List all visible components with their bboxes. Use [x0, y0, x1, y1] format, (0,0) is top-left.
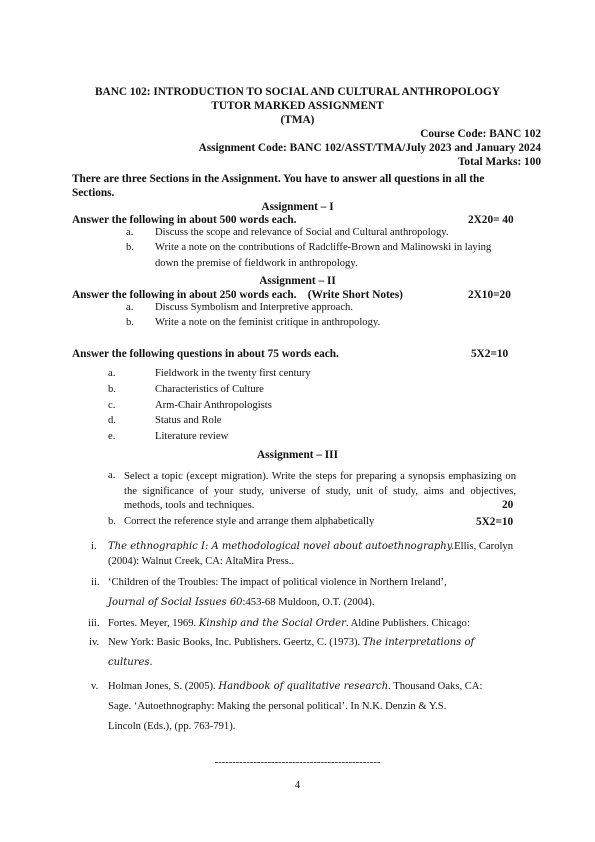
reference-title: Kinship and the Social Order — [198, 618, 346, 629]
synopsis-question: Select a topic (except migration). Write the steps for preparing a synopsis emphasizing on the significance of your study, universe of study, unit of study, aims and objectives, methods, tools and techniques. — [124, 471, 516, 511]
reference-publisher: . Thousand Oaks, CA: — [388, 681, 483, 692]
reference-author: Ellis, Carolyn — [454, 541, 514, 552]
intro-line-1: There are three Sections in the Assignment. You have to answer all questions in all the — [72, 173, 485, 185]
assignment-2-heading: Assignment – II — [259, 275, 336, 287]
list-marker: b. — [108, 384, 116, 395]
assignment-1-instruction: Answer the following in about 500 words each. — [72, 214, 297, 226]
synopsis-marks: 20 — [502, 499, 514, 511]
assignment-3-heading: Assignment – III — [257, 449, 338, 461]
reference-publisher: New York: Basic Books, Inc. Publishers. Geertz, C. (1973). — [108, 637, 363, 648]
short-notes-marks: 5X2=10 — [471, 348, 509, 360]
reference-continuation: Lincoln (Eds.), (pp. 763-791). — [108, 721, 236, 732]
assignment-1-marks: 2X20= 40 — [468, 214, 514, 226]
assignment-code: Assignment Code: BANC 102/ASST/TMA/July 2023 and January 2024 — [198, 142, 541, 154]
list-item: Status and Role — [155, 415, 222, 426]
reference-continuation: Sage. ‘Autoethnography: Making the personal political’. In N.K. Denzin & Y.S. — [108, 701, 447, 712]
reference-title: Handbook of qualitative research — [218, 681, 389, 692]
reference-ii-line-2 — [108, 597, 374, 608]
reference-title: The interpretations of — [362, 637, 475, 648]
reference-i — [108, 541, 513, 552]
list-item: Write a note on the contributions of Radcliffe-Brown and Malinowski in laying — [155, 242, 492, 253]
list-marker: c. — [108, 400, 116, 411]
reference-marker: v. — [91, 681, 99, 692]
reference-author: Holman Jones, S. (2005). — [108, 681, 219, 692]
reference-iii — [108, 618, 470, 629]
list-item-continuation: down the premise of fieldwork in anthropology. — [155, 258, 358, 269]
intro-line-2: Sections. — [72, 187, 115, 199]
title-line-2: TUTOR MARKED ASSIGNMENT — [211, 100, 384, 112]
list-item: Discuss Symbolism and Interpretive approach. — [155, 302, 354, 313]
list-marker: a. — [126, 302, 134, 313]
reference-publisher: . Aldine Publishers. Chicago: — [345, 618, 470, 629]
title-line-3: (TMA) — [280, 114, 315, 126]
reference-marker: iii. — [88, 618, 100, 629]
list-marker: b. — [126, 317, 134, 328]
reference-author: Fortes. Meyer, 1969. — [108, 618, 199, 629]
list-item: Characteristics of Culture — [155, 384, 264, 395]
list-marker: e. — [108, 431, 116, 442]
list-item: Literature review — [155, 431, 229, 442]
course-code: Course Code: BANC 102 — [420, 128, 541, 140]
list-item: Write a note on the feminist critique in anthropology. — [155, 317, 381, 328]
list-marker: b. — [126, 242, 134, 253]
list-marker: a. — [108, 470, 116, 481]
list-marker: d. — [108, 415, 116, 426]
reference-title-continuation: cultures. — [108, 657, 153, 668]
list-marker: a. — [126, 227, 134, 238]
reference-question: Correct the reference style and arrange them alphabetically — [124, 516, 375, 527]
title-line-1: BANC 102: INTRODUCTION TO SOCIAL AND CULTURAL ANTHROPOLOGY — [95, 86, 500, 98]
list-marker: b. — [108, 516, 116, 527]
assignment-2-instruction: Answer the following in about 250 words each. (Write Short Notes) — [72, 289, 403, 301]
list-item: Fieldwork in the twenty first century — [155, 368, 311, 379]
reference-journal: Journal of Social Issues 60 — [108, 597, 243, 608]
short-notes-instruction: Answer the following questions in about 75 words each. — [72, 348, 339, 360]
reference-title-quoted: ‘Children of the Troubles: The impact of political violence in Northern Ireland’, — [108, 577, 447, 588]
reference-author: :453-68 Muldoon, O.T. (2004). — [242, 597, 375, 608]
reference-v — [108, 681, 482, 692]
reference-continuation: (2004): Walnut Creek, CA: AltaMira Press.. — [108, 556, 295, 567]
reference-marks: 5X2=10 — [476, 516, 514, 528]
reference-marker: i. — [91, 541, 97, 552]
list-item: Discuss the scope and relevance of Social and Cultural anthropology. — [155, 227, 449, 238]
reference-marker: iv. — [89, 637, 100, 648]
assignment-2-marks: 2X10=20 — [468, 289, 511, 301]
page-number: 4 — [294, 780, 301, 791]
list-marker: a. — [108, 368, 116, 379]
list-item: Arm-Chair Anthropologists — [155, 400, 272, 411]
total-marks: Total Marks: 100 — [457, 156, 541, 168]
assignment-1-heading: Assignment – I — [261, 201, 334, 213]
reference-marker: ii. — [91, 577, 100, 588]
reference-iv — [108, 637, 474, 648]
reference-title: The ethnographic I: A methodological novel about autoethnography. — [108, 541, 455, 552]
footer-rule: ----------------------------------------------- — [214, 757, 381, 768]
